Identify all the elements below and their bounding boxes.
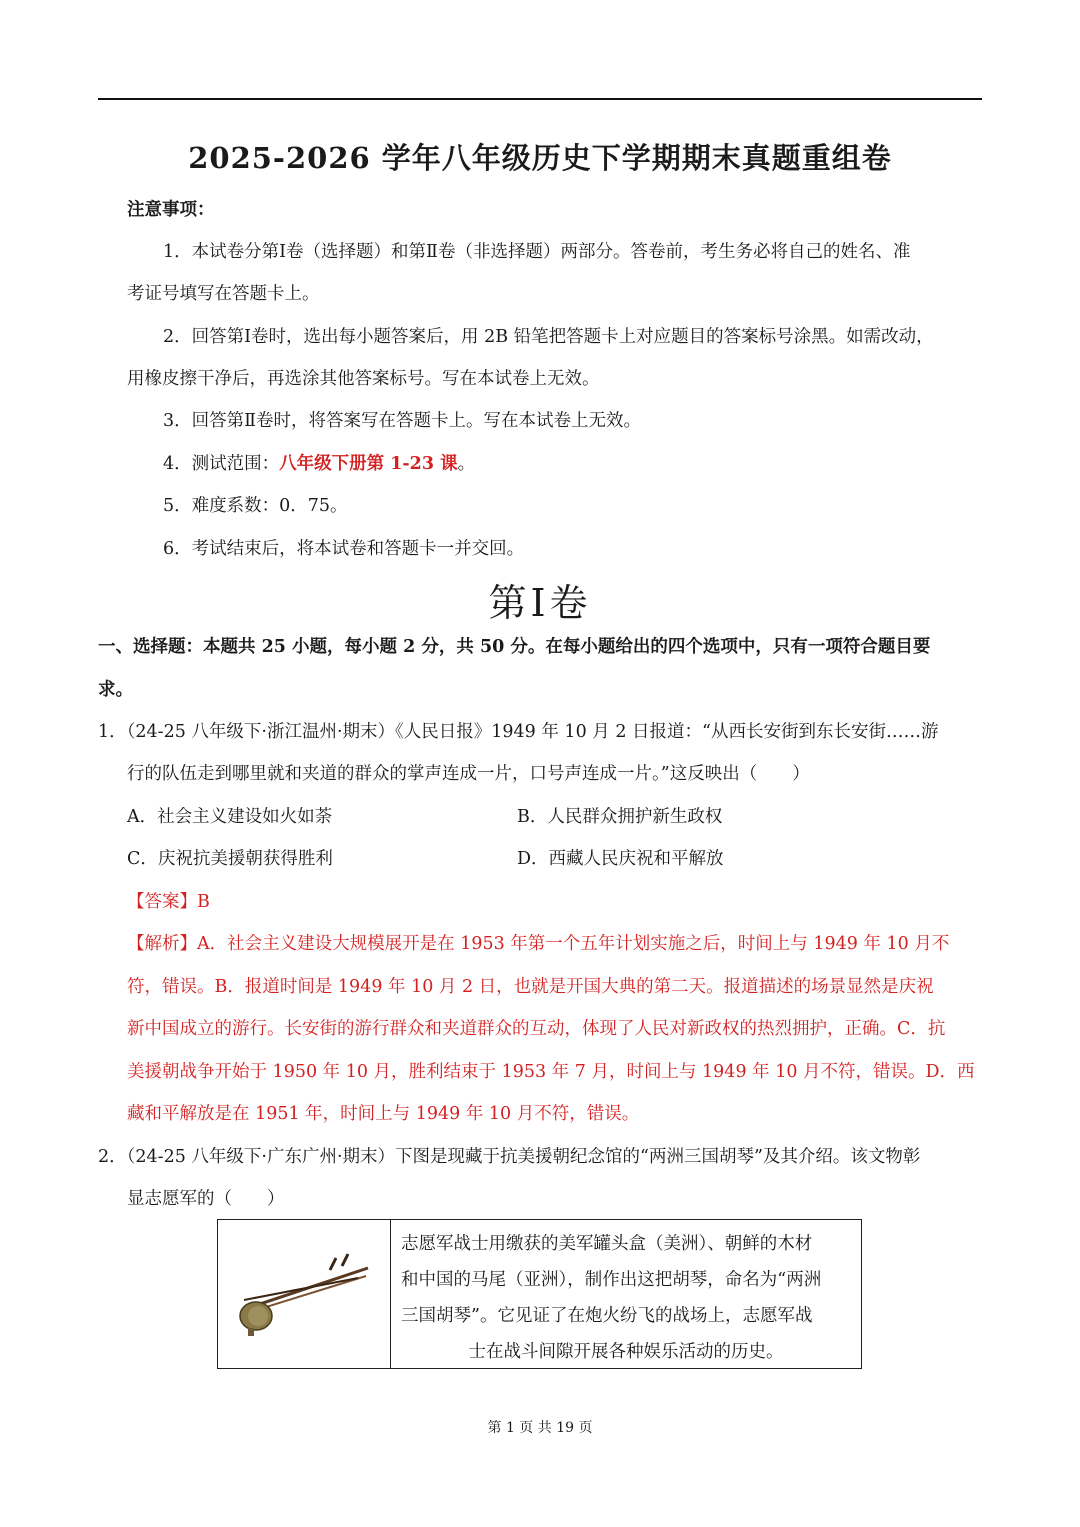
notice-item-2-line-1: 2．回答第Ⅰ卷时，选出每小题答案后，用 2B 铅笔把答题卡上对应题目的答案标号涂黑。如需改动， (163, 327, 934, 347)
notice-item-5: 5．难度系数：0．75。 (163, 496, 348, 516)
artifact-figure-table (217, 1219, 862, 1369)
notice-item-1-line-2: 考证号填写在答题卡上。 (127, 284, 320, 304)
notice-item-6: 6．考试结束后，将本试卷和答题卡一并交回。 (163, 539, 525, 559)
volume-title: 第Ⅰ卷 (488, 581, 592, 625)
notice-item-4 (163, 452, 475, 476)
notice-item-2-line-2: 用橡皮擦干净后，再选涂其他答案标号。写在本试卷上无效。 (127, 369, 600, 389)
artifact-description-line-3: 三国胡琴”。它见证了在炮火纷飞的战场上，志愿军战 (401, 1306, 813, 1326)
question-2-stem-line-1: 2．（24-25 八年级下·广东广州·期末）下图是现藏于抗美援朝纪念馆的“两洲三国胡琴”及其介绍。该文物彰 (98, 1147, 921, 1167)
artifact-description-line-1: 志愿军战士用缴获的美军罐头盒（美洲）、朝鲜的木材 (401, 1234, 813, 1254)
huqin-image (218, 1220, 391, 1368)
question-1-option-d: D．西藏人民庆祝和平解放 (517, 849, 724, 869)
question-1-answer: 【答案】B (127, 892, 210, 912)
header-rule (98, 98, 982, 100)
huqin-icon (218, 1220, 390, 1368)
question-1-stem-line-1: 1．（24-25 八年级下·浙江温州·期末）《人民日报》1949 年 10 月 2 日报道：“从西长安街到东长安街……游 (98, 722, 939, 742)
question-2-stem-line-2: 显志愿军的（ ） (127, 1189, 285, 1209)
notice-item-1-line-1: 1．本试卷分第Ⅰ卷（选择题）和第Ⅱ卷（非选择题）两部分。答卷前，考生务必将自己的姓名、准 (163, 242, 911, 262)
question-1-analysis-line-4: 美援朝战争开始于 1950 年 10 月，胜利结束于 1953 年 7 月，时间上与 1949 年 10 月不符，错误。D．西 (127, 1062, 975, 1082)
notice-heading: 注意事项： (127, 200, 215, 220)
question-1-analysis-line-1: 【解析】A．社会主义建设大规模展开是在 1953 年第一个五年计划实施之后，时间上与 1949 年 10 月不 (127, 934, 950, 954)
question-1-option-c: C．庆祝抗美援朝获得胜利 (127, 849, 333, 869)
artifact-description-line-2: 和中国的马尾（亚洲），制作出这把胡琴，命名为“两洲 (401, 1270, 822, 1290)
page-number: 第 1 页 共 19 页 (487, 1420, 593, 1436)
notice-item-3: 3．回答第Ⅱ卷时，将答案写在答题卡上。写在本试卷上无效。 (163, 411, 642, 431)
artifact-description-line-4: 士在战斗间隙开展各种娱乐活动的历史。 (468, 1342, 784, 1362)
artifact-description (391, 1220, 861, 1368)
notice-item-4-suffix: 。 (457, 454, 476, 474)
question-1-option-b: B．人民群众拥护新生政权 (517, 807, 723, 827)
question-1-analysis-line-3: 新中国成立的游行。长安街的游行群众和夹道群众的互动，体现了人民对新政权的热烈拥护，正确。C．抗 (127, 1019, 946, 1039)
exam-title: 2025-2026 学年八年级历史下学期期末真题重组卷 (188, 141, 892, 175)
section-heading-line-1: 一、选择题：本题共 25 小题，每小题 2 分，共 50 分。在每小题给出的四个选项中，只有一项符合题目要 (98, 637, 931, 657)
question-1-analysis-line-5: 藏和平解放是在 1951 年，时间上与 1949 年 10 月不符，错误。 (127, 1104, 640, 1124)
question-1-stem-line-2: 行的队伍走到哪里就和夹道的群众的掌声连成一片，口号声连成一片。”这反映出（ ） (127, 764, 810, 784)
notice-item-4-prefix: 4．测试范围： (163, 454, 280, 474)
test-scope-highlight: 八年级下册第 1-23 课 (279, 454, 458, 474)
question-1-option-a: A．社会主义建设如火如荼 (127, 807, 333, 827)
section-heading-line-2: 求。 (98, 680, 133, 700)
question-1-analysis-line-2: 符，错误。B．报道时间是 1949 年 10 月 2 日，也就是开国大典的第二天。报道描述的场景显然是庆祝 (127, 977, 934, 997)
